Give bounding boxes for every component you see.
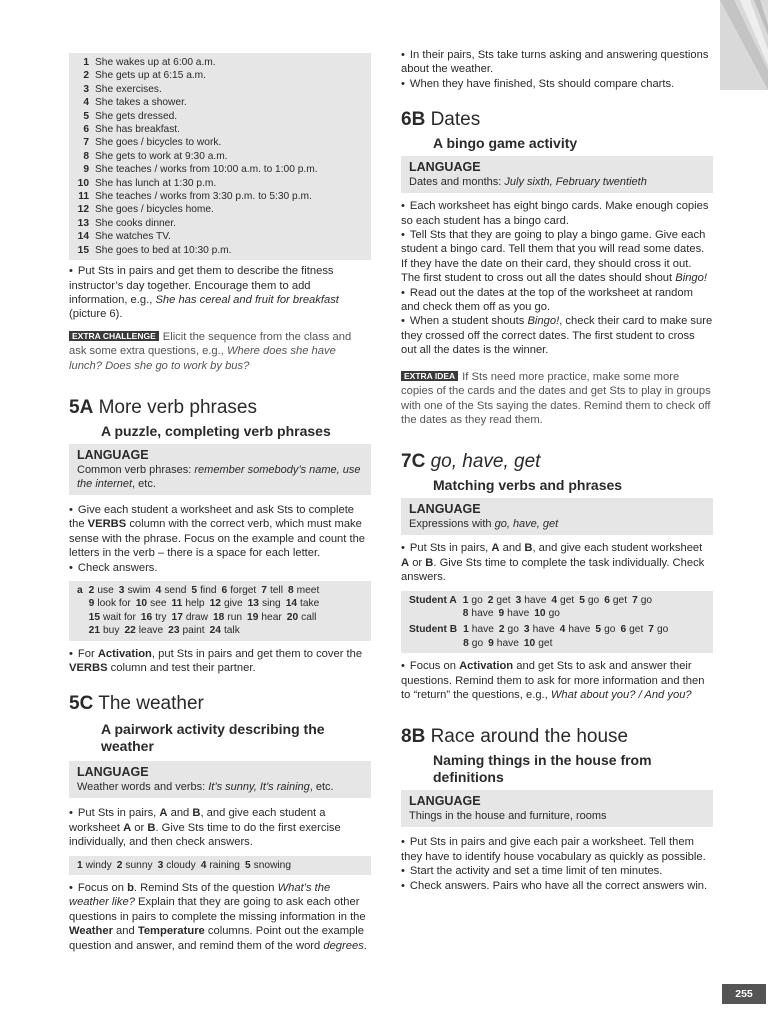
- right-column: [401, 0, 713, 893]
- answer-item: 2 sunny: [116, 859, 153, 871]
- list-item: 1 She wakes up at 6:00 a.m.: [83, 57, 216, 68]
- answer-item: 19 hear: [247, 611, 282, 623]
- section-6b-bullet-4: • When a student shouts Bingo!, check their card to make sure they crossed off the correct dates. The first student to cross out all the dates is the winner.: [401, 315, 713, 357]
- answer-item: 4 raining: [200, 859, 240, 871]
- list-item: 7 She goes / bicycles to work.: [83, 137, 222, 149]
- section-5a-language-box: LANGUAGE Common verb phrases: remember somebody’s name, use the internet, etc.: [69, 444, 371, 495]
- answer-item: 3 have: [515, 594, 547, 606]
- answer-item: 9 look for: [88, 598, 131, 610]
- section-5c-title: 5C The weather: [69, 693, 204, 715]
- extra-challenge-tag: EXTRA CHALLENGE: [69, 331, 159, 341]
- section-8b-bullet-1: • Put Sts in pairs and give each pair a worksheet. Tell them they have to identify house vocabulary as quickly as possible.: [401, 836, 706, 863]
- section-7c-bullet-1: • Put Sts in pairs, A and B, and give each student worksheet A or B. Give Sts time to complete the task individually. Check answers.: [401, 542, 705, 584]
- answer-item: 22 leave: [124, 625, 164, 637]
- page-number: 255: [722, 984, 766, 1004]
- answer-item: 3 cloudy: [157, 859, 196, 871]
- list-item: 15 She goes to bed at 10:30 p.m.: [77, 244, 232, 256]
- section-5c-answer-box: [69, 856, 371, 875]
- section-7c-subtitle: Matching verbs and phrases: [433, 477, 623, 494]
- list-item: 10 She has lunch at 1:30 p.m.: [77, 177, 217, 189]
- answer-item: 16 try: [140, 611, 167, 623]
- answer-item: 4 send: [155, 584, 187, 596]
- answer-item: 17 draw: [171, 611, 208, 623]
- answer-item: 6 get: [620, 624, 644, 636]
- section-7c-answer-box: Student A 1 go 2 get 3 have 4 get 5 go 6 get 7 go 8 have 9 have 10 go Student B 1 have 2 go 3 have 4 have 5 go 6 get 7 go 8 go 9 have 10 get: [401, 591, 713, 654]
- list-item: 4 She takes a shower.: [83, 97, 187, 109]
- answer-item: 2 use: [88, 584, 114, 596]
- list-item: 14 She watches TV.: [77, 231, 171, 243]
- answer-item: 24 talk: [209, 625, 240, 637]
- answer-item: 3 swim: [118, 584, 151, 596]
- answer-item: 5 snowing: [244, 859, 292, 871]
- answer-item: 5 go: [595, 624, 616, 636]
- weather-bullet-1: • In their pairs, Sts take turns asking and answering questions about the weather.: [401, 49, 709, 76]
- answer-item: 9 have: [488, 637, 519, 649]
- section-5c-subtitle: A pairwork activity describing the weather: [101, 721, 325, 755]
- section-5c-para-1: • Put Sts in pairs, A and B, and give each student a worksheet A or B. Give Sts time to do the first exercise individually, and then check answers.: [69, 807, 341, 849]
- routine-list: [75, 56, 365, 257]
- section-8b-bullet-3: • Check answers. Pairs who have all the correct answers win.: [401, 879, 708, 892]
- section-5c-language-box: LANGUAGE Weather words and verbs: It’s sunny, It’s raining, etc.: [69, 761, 371, 798]
- weather-bullet-2: • When they have finished, Sts should compare charts.: [401, 77, 675, 90]
- section-5a-para-3: • For Activation, put Sts in pairs and get them to cover the VERBS column and test their partner.: [69, 647, 363, 674]
- list-item: 11 She teaches / works from 3:30 p.m. to 5:30 p.m.: [78, 191, 312, 203]
- section-8b-subtitle: Naming things in the house from definitions: [433, 752, 652, 786]
- answer-item: 5 find: [191, 584, 217, 596]
- list-item: 12 She goes / bicycles home.: [77, 204, 214, 216]
- answer-item: 18 run: [212, 611, 243, 623]
- answer-item: 6 forget: [221, 584, 257, 596]
- answer-item: 4 get: [551, 594, 575, 606]
- answer-item: 7 go: [648, 624, 669, 636]
- section-7c-language-box: LANGUAGE Expressions with go, have, get: [401, 498, 713, 535]
- answer-item: 11 help: [171, 598, 205, 610]
- answer-item: 5 go: [579, 594, 600, 606]
- pairs-paragraph: • Put Sts in pairs and get them to describe the fitness instructor’s day together. Encourage them to add information, e.g., She has cereal and fruit for breakfast (picture 6).: [69, 265, 339, 321]
- answer-item: 20 call: [286, 611, 317, 623]
- answer-item: 10 go: [534, 607, 560, 619]
- section-6b-language-box: LANGUAGE Dates and months: July sixth, February twentieth: [401, 156, 713, 193]
- section-6b-bullet-1: • Each worksheet has eight bingo cards. Make enough copies so each student has a bingo card.: [401, 200, 709, 227]
- section-7c-bullet-2: • Focus on Activation and get Sts to ask and answer their questions. Remind them to ask for more information and then to “return” the questions, e.g., What about you? / And you?: [401, 660, 705, 701]
- answer-item: 9 have: [498, 607, 530, 619]
- extra-challenge-paragraph: EXTRA CHALLENGE Elicit the sequence from the class and ask some extra questions, e.g., Where does she have lunch? Does she go to work by bus?: [69, 330, 352, 372]
- section-5a-answer-box: a 2 use 3 swim 4 send 5 find 6 forget 7 tell 8 meet 9 look for 10 see 11 help 12 give 13 sing 14 take 15 wait for 16 try 17 draw 18 run 19 hear 20 call 21 buy 22 leave 23 paint 24 talk: [69, 581, 371, 641]
- answer-item: 21 buy: [88, 625, 120, 637]
- answer-item: 10 get: [523, 637, 553, 649]
- section-6b-bullet-2: • Tell Sts that they are going to play a bingo game. Give each student a bingo card. Tell them that you will read some dates. If they have the date on their card, they should cross it out. The first student to cross out all the dates should shout Bingo!: [401, 229, 707, 285]
- answer-item: 14 take: [285, 598, 320, 610]
- answer-item: 6 get: [604, 594, 628, 606]
- answer-item: 7 go: [632, 594, 653, 606]
- answer-item: 7 tell: [261, 584, 283, 596]
- answer-item: 1 have: [463, 624, 494, 636]
- extra-idea-paragraph: EXTRA IDEA If Sts need more practice, make some more copies of the cards and the dates and get Sts to play in groups with one of the Sts saying the dates. Remind them to check off the dates as they read them.: [401, 370, 711, 426]
- answer-item: 23 paint: [168, 625, 205, 637]
- section-5a-subtitle: A puzzle, completing verb phrases: [101, 422, 331, 439]
- list-item: 3 She exercises.: [83, 83, 162, 95]
- list-item: 13 She cooks dinner.: [77, 217, 176, 229]
- routine-answer-box: [69, 53, 371, 260]
- extra-idea-tag: EXTRA IDEA: [401, 371, 458, 381]
- answer-item: 10 see: [135, 598, 167, 610]
- list-item: 2 She gets up at 6:15 a.m.: [83, 70, 207, 82]
- answer-item: 12 give: [209, 598, 243, 610]
- answer-item: 8 meet: [287, 584, 320, 596]
- section-7c-title: 7C go, have, get: [401, 451, 541, 473]
- section-6b-title: 6B Dates: [401, 109, 481, 131]
- list-item: 5 She gets dressed.: [83, 110, 178, 122]
- section-5a-title: 5A More verb phrases: [69, 396, 257, 418]
- section-5a-para-1: • Give each student a worksheet and ask Sts to complete the VERBS column with the correct verb, which must make sense with the phrase. Focus on the example and count the letters in the verb – there is a space for each letter.: [69, 503, 366, 560]
- section-5c-para-2: • Focus on b. Remind Sts of the question What’s the weather like? Explain that they are going to ask each other questions in pairs to complete the missing information in the Weather and Temperature columns. Point out the example question and answer, and remind them of the word degrees.: [69, 882, 367, 952]
- section-8b-language-box: LANGUAGE Things in the house and furniture, rooms: [401, 790, 713, 827]
- answer-item: 3 have: [523, 624, 555, 636]
- list-item: 6 She has breakfast.: [83, 124, 180, 136]
- answer-item: 8 go: [463, 637, 484, 649]
- answer-item: 4 have: [559, 624, 591, 636]
- list-item: 9 She teaches / works from 10:00 a.m. to 1:00 p.m.: [83, 164, 318, 176]
- answer-item: 2 get: [487, 594, 511, 606]
- corner-decoration: [720, 0, 768, 90]
- section-8b-title: 8B Race around the house: [401, 726, 629, 748]
- answer-item: 13 sing: [247, 598, 281, 610]
- answer-item: 2 go: [498, 624, 519, 636]
- section-8b-bullet-2: • Start the activity and set a time limit of ten minutes.: [401, 865, 663, 878]
- answer-item: 8 have: [462, 607, 494, 619]
- list-item: 8 She gets to work at 9:30 a.m.: [83, 150, 228, 162]
- answer-item: 15 wait for: [88, 611, 136, 623]
- left-column: [69, 0, 371, 953]
- answer-item: 1 go: [462, 594, 483, 606]
- section-5a-para-2: • Check answers.: [69, 561, 158, 574]
- section-6b-subtitle: A bingo game activity: [433, 135, 578, 152]
- answer-item: 1 windy: [77, 859, 112, 871]
- section-6b-bullet-3: • Read out the dates at the top of the worksheet at random and check them off as you go.: [401, 286, 693, 314]
